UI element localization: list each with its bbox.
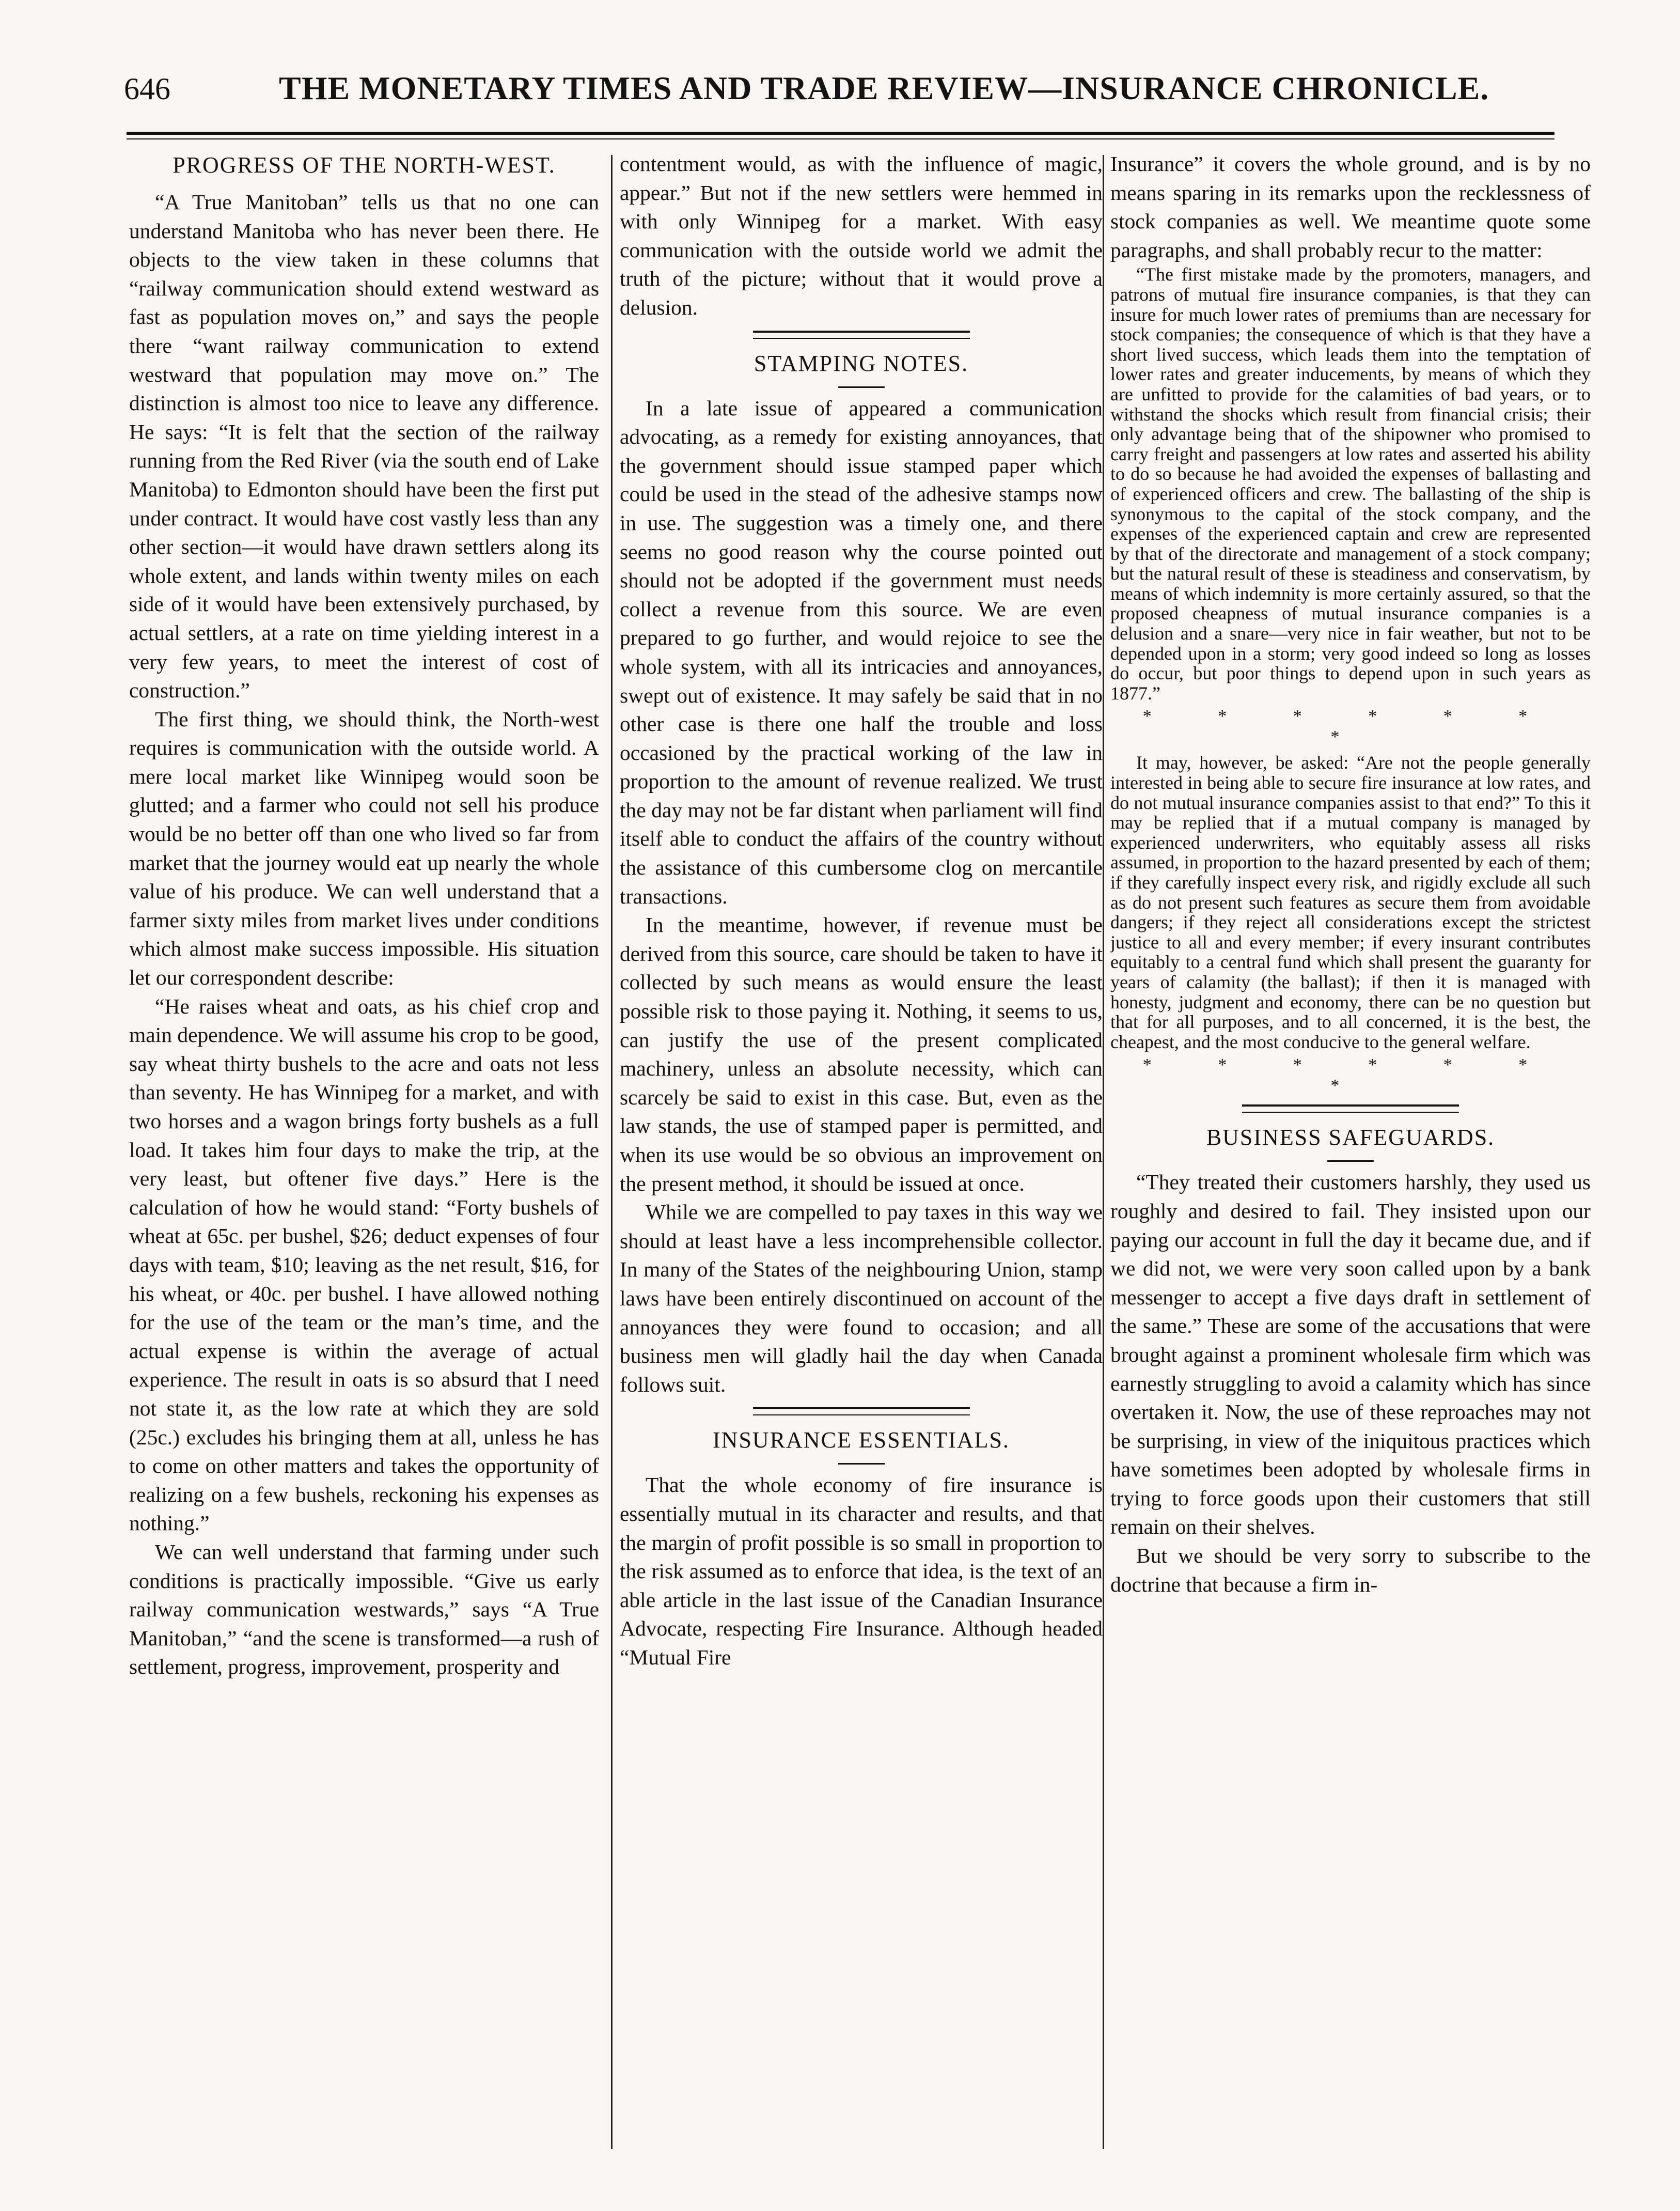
- asterism: * * * * * * *: [1142, 1055, 1559, 1096]
- paragraph: We can well understand that farming under such conditions is practically impossible. “Give us early railway communication westwards,” says “A True Manitoban,” “and the scene is transformed—a rush of settlement, progress, improvement, prosperity and: [129, 1539, 599, 1679]
- paragraph: “A True Manitoban” tells us that no one can understand Manitoba who has never been there. He objects to the view taken in these columns that “railway communication should extend westward as fast as population moves on,” and says the people there “want railway communication to extend westward that population may move on.” The distinction is almost too nice to leave any difference. He says: “It is felt that the section of the railway running from the Red River (via the south end of Lake Manitoba) to Edmonton should have been the first put under contract. It would have cost vastly less than any other section—it would have drawn settlers along its whole extent, and lands within twenty miles on each side of it would have been extensively purchased, by actual settlers, at a rate on time yielding interest in a very few years, to meet the interest of cost of construction.”: [129, 190, 599, 703]
- page-number: 646: [124, 72, 170, 106]
- paragraph: In the meantime, however, if revenue must be derived from this source, care should be taken to have it collected by such means as would ensure the least possible risk to those paying it. Nothing, it seems to us, can justify the use of the present complicated machinery, unless an absolute necessity, which can scarcely be said to exist in this case. But, even as the law stands, the use of stamped paper is permitted, and when its use would be so obvious an improvement on the present method, it should be issued at once.: [620, 913, 1103, 1195]
- column-divider: [1103, 155, 1104, 2149]
- header-rule-thin: [127, 138, 1555, 139]
- paragraph: Insurance” it covers the whole ground, and is by no means sparing in its remarks upon the recklessness of stock companies as well. We meantime quote some paragraphs, and shall probably recur to the matter:: [1110, 152, 1591, 262]
- paragraph: “They treated their customers harshly, they used us roughly and desired to fail. They insisted upon our paying our account in full the day it became due, and if we did not, we were very soon called upon by a bank messenger to accept a five days draft in settlement of the same.” These are some of the accusations that were brought against a prominent wholesale firm which was earnestly struggling to avoid a calamity which has since overtaken it. Now, the use of these reproaches may not be surprising, in view of the iniquitous practices which have sometimes been adopted by wholesale firms in trying to force goods upon their customers that still remain on their shelves.: [1110, 1170, 1591, 1539]
- article-heading: BUSINESS SAFEGUARDS.: [1206, 1125, 1495, 1150]
- article-heading: INSURANCE ESSENTIALS.: [713, 1427, 1010, 1453]
- asterism: * * * * * * *: [1142, 707, 1559, 747]
- section-rule: [753, 331, 970, 339]
- paragraph: contentment would, as with the influence of magic, appear.” But not if the new settlers were hemmed in with only Winnipeg for a market. With easy communication with the outside world we admit the truth of the picture; without that it would prove a delusion.: [620, 152, 1103, 319]
- heading-rule: [1327, 1160, 1374, 1162]
- page-header: [124, 62, 1560, 129]
- heading-rule: [838, 386, 885, 388]
- heading-rule: [838, 1463, 885, 1465]
- column-2: [620, 150, 1103, 2154]
- section-rule: [753, 1407, 970, 1415]
- quote-paragraph: “He raises wheat and oats, as his chief crop and main dependence. We will assume his crop to be good, say wheat thirty bushels to the acre and oats not less than seventy. He has Winnipeg for a market, and with two horses and a wagon brings forty bushels as a full load. It takes him four days to make the trip, at the very least, but oftener five days.” Here is the calculation of how he would stand: “Forty bushels of wheat at 65c. per bushel, $26; deduct expenses of four days with team, $10; leaving as the net result, $16, for his wheat, or 40c. per bushel. I have allowed nothing for the use of the team or the man’s time, and the actual expense is within the average of actual experience. The result in oats is so absurd that I need not state it, as the low rate at which they are sold (25c.) excludes his bringing them at all, unless he has to come on other matters and takes the opportunity of realizing on a few bushels, reckoning his expenses as nothing.”: [129, 994, 599, 1535]
- quoted-extract: It may, however, be asked: “Are not the people generally interested in being able to secure fire insurance at low rates, and do not mutual insurance companies assist to that end?” To this it may be replied that if a mutual company is managed by experienced underwriters, who equitably assess all risks assumed, in proportion to the hazard presented by each of them; if they carefully inspect every risk, and rigidly exclude all such as do not present such features as secure them from avoidable dangers; if they reject all considerations except the strictest justice to all and every member; if every insurant contributes equitably to a central fund which shall present the guaranty for years of calamity (the ballast); if then it is managed with honesty, judgment and economy, there can be no question but that for all purposes, and to all concerned, it is the best, the cheapest, and the most conducive to the general welfare.: [1110, 752, 1591, 1052]
- column-3: [1110, 150, 1591, 2154]
- column-1: [129, 150, 599, 2154]
- paragraph: That the whole economy of fire insurance is essentially mutual in its character and results, and that the margin of profit possible is so small in proportion to the risk assumed as to enforce that idea, is the text of an able article in the last issue of the Canadian Insurance Advocate, respecting Fire Insurance. Although headed “Mutual Fire: [620, 1473, 1103, 1669]
- article-heading: STAMPING NOTES.: [753, 350, 969, 376]
- article-heading: PROGRESS OF THE NORTH-WEST.: [172, 152, 556, 178]
- column-divider: [611, 155, 613, 2149]
- section-rule: [1242, 1104, 1459, 1113]
- header-rule: [127, 132, 1555, 135]
- quoted-extract: “The first mistake made by the promoters, managers, and patrons of mutual fire insurance companies, is that they can insure for much lower rates of premiums than are necessary for stock companies; the consequence of which is that they have a short lived success, which leads them into the temptation of lower rates and greater inducements, by means of which they are unfitted to provide for the calamities of bad years, or to withstand the shocks which result from financial crisis; their only advantage being that of the shipowner who promised to carry freight and passengers at low rates and asserted his ability to do so because he had avoided the expenses of ballasting and of experienced officers and crew. The ballasting of the ship is synonymous to the capital of the stock company, and the expenses of the experienced captain and crew are represented by that of the directorate and management of a stock company; but the natural result of these is steadiness and conservatism, by means of which indemnity is more certainly assured, so that the proposed cheapness of mutual insurance companies is a delusion and a snare—very nice in fair weather, but not to be depended upon in a storm; very good indeed so long as losses do occur, but poor things to depend upon in such years as 1877.”: [1110, 264, 1591, 704]
- masthead-title: THE MONETARY TIMES AND TRADE REVIEW—INSURANCE CHRONICLE.: [279, 70, 1489, 106]
- paragraph: While we are compelled to pay taxes in this way we should at least have a less incomprehensible collector. In many of the States of the neighbouring Union, stamp laws have been entirely discontinued on account of the annoyances they were found to occasion; and all business men will gladly hail the day when Canada follows suit.: [620, 1200, 1103, 1396]
- paragraph: In a late issue of appeared a communication advocating, as a remedy for existing annoyances, that the government should issue stamped paper which could be used in the stead of the adhesive stamps now in use. The suggestion was a timely one, and there seems no good reason why the course pointed out should not be adopted if the government must needs collect a revenue from this source. We are even prepared to go further, and would rejoice to see the whole system, with all its intricacies and annoyances, swept out of existence. It may safely be said that in no other case is there one half the trouble and loss occasioned by the practical working of the law in proportion to the amount of revenue realized. We trust the day may not be far distant when parliament will find itself able to conduct the affairs of the country without the assistance of this cumbersome clog on mercantile transactions.: [620, 396, 1103, 908]
- paragraph: The first thing, we should think, the North-west requires is communication with the outside world. A mere local market like Winnipeg would soon be glutted; and a farmer who could not sell his produce would be no better off than one who lived so far from market that the journey would eat up nearly the whole value of his produce. We can well understand that a farmer sixty miles from market lives under conditions which almost make success impossible. His situation let our correspondent describe:: [129, 707, 599, 990]
- paragraph: But we should be very sorry to subscribe to the doctrine that because a firm in-: [1110, 1544, 1591, 1596]
